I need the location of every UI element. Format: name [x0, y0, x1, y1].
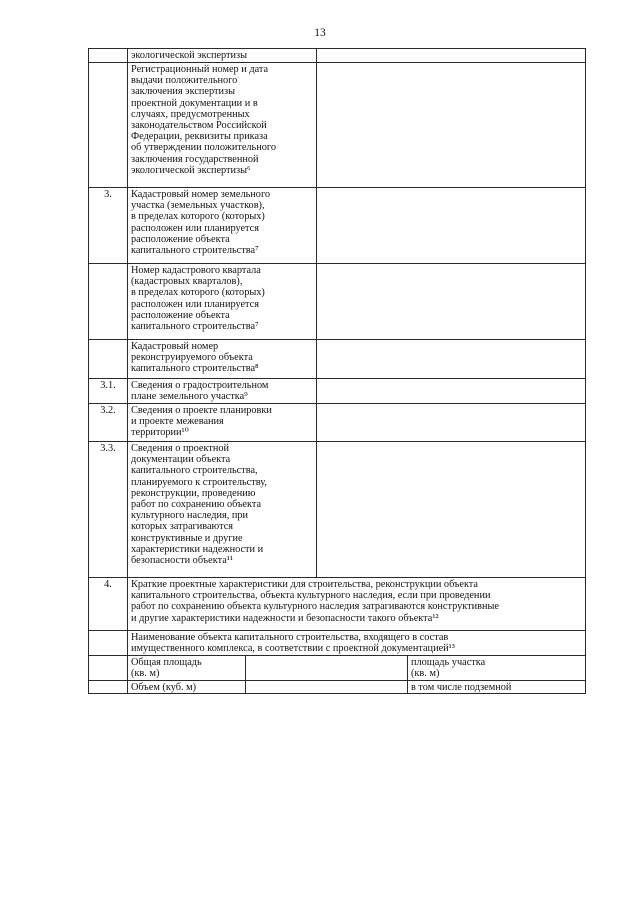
row-number-cell: [89, 264, 128, 340]
row-registration-number: [89, 63, 586, 188]
row-eco-expertise-tail: [89, 49, 586, 63]
row-number-cell: [89, 656, 128, 681]
row-label: Краткие проектные характеристики для строительства, реконструкции объекта капитального строительства, объекта культурного наследия, если при проведении работ по сохранению объекта культурного наследия затрагиваются конструктивные и другие характеристики надежности и безопасности такого объекта¹²: [128, 578, 586, 631]
volume-value[interactable]: [246, 681, 408, 694]
row-cadastral-quarter: [89, 264, 586, 340]
row-label: Кадастровый номер реконструируемого объекта капитального строительства⁸: [128, 340, 317, 379]
value-cell[interactable]: [317, 49, 586, 63]
row-number: 3.: [89, 188, 128, 264]
row-number: 3.3.: [89, 442, 128, 578]
value-cell[interactable]: [317, 442, 586, 578]
row-number-cell: [89, 681, 128, 694]
row-project-documentation: [89, 442, 586, 578]
row-number-cell: [89, 631, 128, 656]
permit-form-table: [88, 48, 586, 694]
row-number: 3.2.: [89, 404, 128, 442]
value-cell[interactable]: [317, 404, 586, 442]
plot-area-label: площадь участка (кв. м): [408, 656, 586, 681]
value-cell[interactable]: [317, 379, 586, 404]
value-cell[interactable]: [317, 188, 586, 264]
row-number-cell: [89, 49, 128, 63]
row-label: Наименование объекта капитального строительства, входящего в состав имущественного комплекса, в соответствии с проектной документацией¹³: [128, 631, 586, 656]
row-label: экологической экспертизы: [128, 49, 317, 63]
row-gradplan: [89, 379, 586, 404]
row-object-name: [89, 631, 586, 656]
total-area-value[interactable]: [246, 656, 408, 681]
value-cell[interactable]: [317, 264, 586, 340]
total-area-label: Общая площадь (кв. м): [128, 656, 246, 681]
volume-label: Объем (куб. м): [128, 681, 246, 694]
row-number: 3.1.: [89, 379, 128, 404]
row-number-cell: [89, 63, 128, 188]
value-cell[interactable]: [317, 63, 586, 188]
row-label: Номер кадастрового квартала (кадастровых кварталов), в пределах которого (которых) расположен или планируется расположение объекта капитального строительства⁷: [128, 264, 317, 340]
row-label: Сведения о проекте планировки и проекте межевания территории¹⁰: [128, 404, 317, 442]
underground-label: в том числе подземной: [408, 681, 586, 694]
row-volume: [89, 681, 586, 694]
value-cell[interactable]: [317, 340, 586, 379]
row-number: 4.: [89, 578, 128, 631]
row-cadastral-object: [89, 340, 586, 379]
row-label: Регистрационный номер и дата выдачи положительного заключения экспертизы проектной документации и в случаях, предусмотренных законодательством Российской Федерации, реквизиты приказа об утверждении положительного заключения государственной экологической экспертизы⁶: [128, 63, 317, 188]
row-brief-characteristics: [89, 578, 586, 631]
page-number: 13: [314, 27, 326, 39]
row-cadastral-land: [89, 188, 586, 264]
row-label: Сведения о проектной документации объекта капитального строительства, планируемого к строительству, реконструкции, проведению работ по сохранению объекта культурного наследия, при которых затрагиваются конструктивные и другие характеристики надежности и безопасности объекта¹¹: [128, 442, 317, 578]
row-number-cell: [89, 340, 128, 379]
row-label: Кадастровый номер земельного участка (земельных участков), в пределах которого (которых) расположен или планируется расположение объекта капитального строительства⁷: [128, 188, 317, 264]
row-total-area: [89, 656, 586, 681]
row-label: Сведения о градостроительном плане земельного участка⁹: [128, 379, 317, 404]
row-planning-project: [89, 404, 586, 442]
